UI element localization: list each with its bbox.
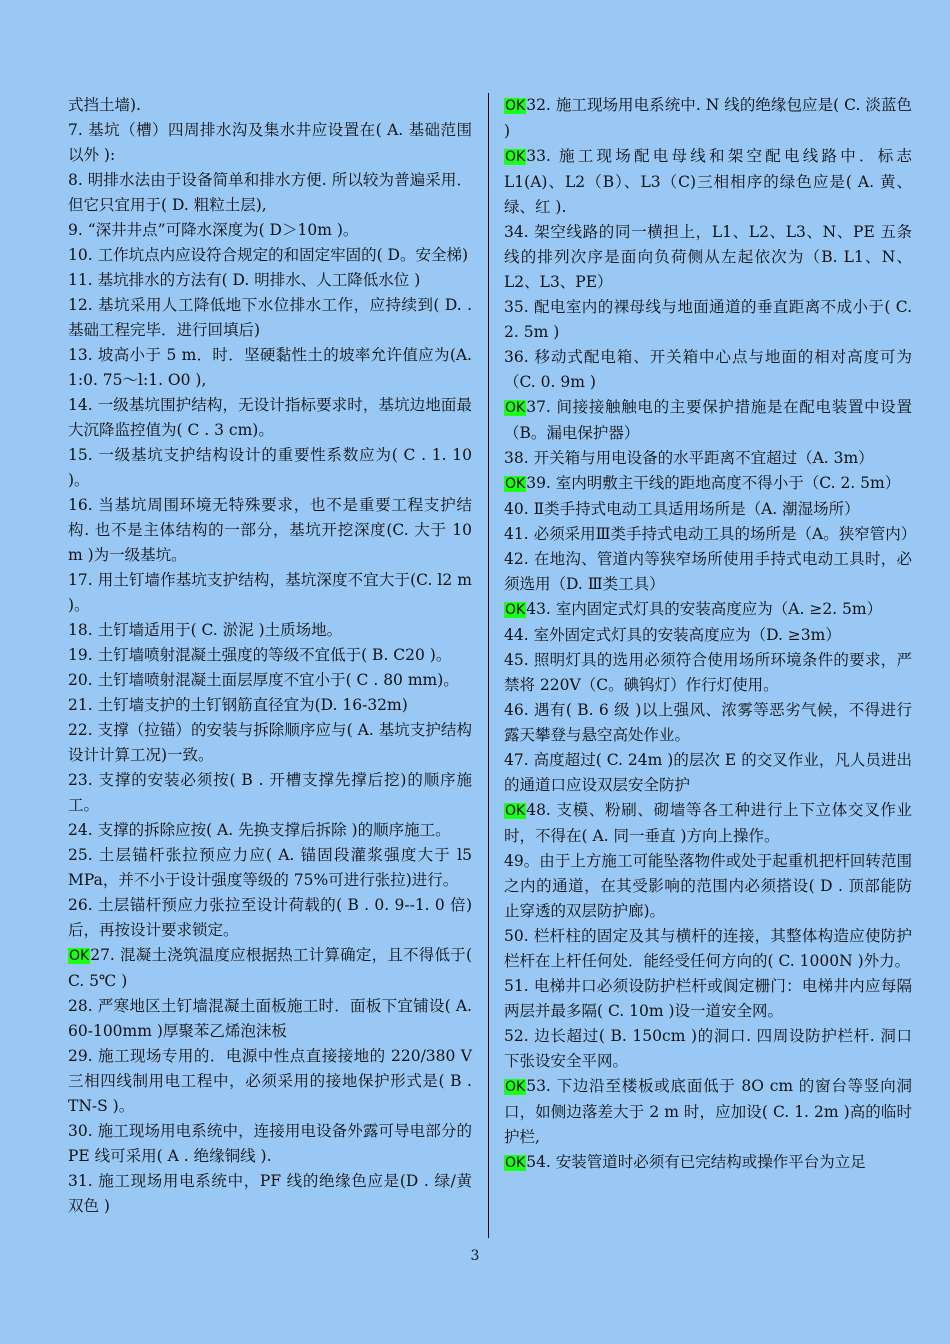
ok-marker: OK (505, 149, 526, 165)
question-text: 37. 间接接触触电的主要保护措施是在配电装置中设置（B。漏电保护器） (504, 398, 912, 442)
question-item (68, 293, 472, 343)
question-item (68, 618, 472, 643)
question-text: 22. 支撑（拉锚）的安装与拆除顺序应与( A. 基坑支护结构设计计算工况)一致。 (68, 721, 472, 764)
question-text: 24. 支撑的拆除应按( A. 先换支撑后拆除 )的顺序施工。 (68, 821, 451, 839)
question-text: 20. 土钉墙喷射混凝土面层厚度不宜小于( C . 80 mm)。 (68, 671, 459, 689)
question-text: 32. 施工现场用电系统中. N 线的绝缘包应是( C. 淡蓝色 ) (504, 96, 912, 140)
question-text: 30. 施工现场用电系统中，连接用电设备外露可导电部分的 PE 线可采用( A . 绝缘铜线 ). (68, 1122, 472, 1165)
question-text: 25. 土层锚杆张拉预应力应( A. 锚固段灌浆强度大于 l5 MPa，并不小于设计强度等级的 75%可进行张拉)进行。 (68, 846, 472, 889)
question-text: 29. 施工现场专用的．电源中性点直接接地的 220/380 V 三相四线制用电工程中，必须采用的接地保护形式是( B . TN-S )。 (68, 1047, 472, 1115)
question-text: 式挡土墙). (68, 96, 141, 114)
question-item (504, 974, 912, 1024)
question-text: 12. 基坑采用人工降低地下水位排水工作，应持续到( D. . 基础工程完毕．进行回填后) (68, 296, 472, 339)
question-item (504, 547, 912, 597)
question-text: 31. 施工现场用电系统中，PF 线的绝缘色应是(D . 绿/黄双色 ) (68, 1172, 472, 1215)
question-text: 33. 施工现场配电母线和架空配电线路中．标志 L1(A)、L2（B）、L3（C)三相相序的绿色应是( A. 黄、绿、红 ). (504, 147, 912, 216)
question-text: 51. 电梯井口必须设防护栏杆或阆定栅门：电梯井内应每隔两层并最多隔( C. 10m )设一道安全网。 (504, 977, 912, 1020)
question-item (504, 748, 912, 798)
question-item (504, 1024, 912, 1074)
question-item (68, 893, 472, 943)
question-item (504, 597, 912, 623)
ok-marker: OK (505, 476, 526, 492)
question-item (504, 522, 917, 547)
question-item (504, 1074, 912, 1150)
ok-marker: OK (505, 803, 526, 819)
question-item (68, 1044, 472, 1119)
question-text: 40. Ⅱ类手持式电动工具适用场所是（A. 潮湿场所） (504, 500, 860, 518)
question-text: 19. 土钉墙喷射混凝土强度的等级不宜低于( B. C20 )。 (68, 646, 452, 664)
question-item (504, 93, 912, 144)
question-text: 44. 室外固定式灯具的安装高度应为（D. ≥3m） (504, 626, 841, 644)
question-text: 13. 坡高小于 5 m．时．坚硬黏性土的坡率允许值应为(A. 1:0. 75～l:1. O0 ), (68, 346, 472, 389)
question-item (504, 345, 912, 395)
question-text: 53. 下边沿至楼板或底面低于 8O cm 的窗台等竖向洞口，如侧边落差大于 2 m 时，应加设( C. 1. 2m )高的临时护栏, (504, 1077, 912, 1146)
question-item (68, 268, 472, 293)
question-text: 34. 架空线路的同一横担上，L1、L2、L3、N、PE 五条线的排列次序是面向负荷侧从左起依次为（B. L1、N、L2、L3、PE） (504, 223, 912, 291)
question-text: 52. 边长超过( B. 150cm )的洞口. 四周设防护栏杆. 洞口下张设安全平网。 (504, 1027, 912, 1070)
question-item (68, 568, 472, 618)
question-item (68, 218, 472, 243)
ok-marker: OK (505, 98, 526, 114)
question-item (68, 168, 472, 218)
question-item (68, 843, 472, 893)
question-text: 46. 遇有( B. 6 级 )以上强风、浓雾等恶劣气候，不得进行露天攀登与悬空高处作业。 (504, 701, 912, 744)
question-item (504, 471, 912, 497)
left-column (68, 93, 472, 1219)
question-item (504, 623, 912, 648)
question-text: 27. 混凝土浇筑温度应根据热工计算确定，且不得低于( C. 5℃ ) (68, 946, 472, 990)
question-text: 50. 栏杆柱的固定及其与横杆的连接，其整体构造应使防护栏杆在上杆任何处．能经受任何方向的( C. 1000N )外力。 (504, 927, 912, 970)
question-text: 9. “深井井点”可降水深度为( D＞10m )。 (68, 221, 359, 239)
question-item (68, 493, 472, 568)
question-item (68, 393, 472, 443)
ok-marker: OK (505, 602, 526, 618)
question-item (504, 395, 912, 446)
column-divider (488, 93, 489, 1238)
ok-marker: OK (505, 400, 526, 416)
question-text: 15. 一级基坑支护结构设计的重要性系数应为( C . 1. 10 )。 (68, 446, 472, 489)
question-text: 41. 必须采用Ⅲ类手持式电动工具的场所是（A。狭窄管内） (504, 525, 917, 543)
question-item (68, 443, 472, 493)
right-column (504, 93, 917, 1176)
page-number: 3 (470, 1248, 480, 1264)
question-text: 7. 基坑（槽）四周排水沟及集水井应设置在( A. 基础范围以外 ): (68, 121, 472, 164)
question-text: 45. 照明灯具的选用必须符合使用场所环境条件的要求，严禁将 220V（C。碘钨灯）作行灯使用。 (504, 651, 912, 694)
question-item (68, 768, 472, 818)
question-item (504, 497, 912, 522)
question-item (68, 1119, 472, 1169)
question-item (68, 118, 472, 168)
ok-marker: OK (505, 1155, 526, 1171)
question-item (68, 994, 472, 1044)
question-item (68, 693, 472, 718)
question-item (68, 643, 472, 668)
question-text: 49。由于上方施工可能坠落物件或处于起重机把杆回转范围之内的通道，在其受影响的范围内必须搭设( D . 顶部能防止穿透的双层防护廊)。 (504, 852, 912, 920)
question-text: 28. 严寒地区土钉墙混凝土面板施工时．面板下宜铺设( A. 60-100mm )厚聚苯乙烯泡沫板 (68, 997, 472, 1040)
question-item (68, 93, 472, 118)
question-item (504, 446, 912, 471)
question-item (504, 220, 912, 295)
question-item (504, 798, 912, 849)
ok-marker: OK (505, 1079, 526, 1095)
question-item (68, 243, 472, 268)
question-item (504, 849, 912, 924)
question-text: 11. 基坑排水的方法有( D. 明排水、人工降低水位 ) (68, 271, 421, 289)
question-text: 43. 室内固定式灯具的安装高度应为（A. ≥2. 5m） (526, 600, 883, 618)
question-text: 54. 安装管道时必须有已完结构或操作平台为立足 (526, 1153, 866, 1171)
question-item (68, 818, 472, 843)
question-text: 8. 明排水法由于设备简单和排水方便. 所以较为普遍采用．但它只宜用于( D. 粗粒土层), (68, 171, 472, 214)
question-item (504, 924, 912, 974)
question-text: 48. 支模、粉刷、砌墙等各工种进行上下立体交叉作业时，不得在( A. 同一垂直 )方向上操作。 (504, 801, 912, 845)
question-text: 10. 工作坑点内应设符合规定的和固定牢固的( D。安全梯) (68, 246, 469, 264)
ok-marker: OK (69, 948, 90, 964)
question-text: 16. 当基坑周围环境无特殊要求，也不是重要工程支护结构. 也不是主体结构的一部分，基坑开挖深度(C. 大于 10 m )为一级基坑。 (68, 496, 472, 564)
question-text: 18. 土钉墙适用于( C. 淤泥 )土质场地。 (68, 621, 343, 639)
question-item (504, 1150, 912, 1176)
question-item (504, 144, 912, 220)
question-item (68, 1169, 472, 1219)
question-item (504, 295, 912, 345)
question-item (68, 668, 472, 693)
question-text: 38. 开关箱与用电设备的水平距离不宜超过（A. 3m） (504, 449, 874, 467)
question-item (504, 648, 912, 698)
question-text: 47. 高度超过( C. 24m )的层次 E 的交叉作业，凡人员进出的通道口应设双层安全防护 (504, 751, 912, 794)
question-item (504, 698, 912, 748)
question-item (68, 718, 472, 768)
question-text: 14. 一级基坑围护结构，无设计指标要求时，基坑边地面最大沉降监控值为( C . 3 cm)。 (68, 396, 472, 439)
question-text: 39. 室内明敷主干线的距地高度不得小于（C. 2. 5m） (526, 474, 901, 492)
question-item (68, 343, 472, 393)
question-item (68, 943, 472, 994)
question-text: 21. 土钉墙支护的土钉钢筋直径宜为(D. 16-32m) (68, 696, 408, 714)
question-text: 42. 在地沟、管道内等狭窄场所使用手持式电动工具时，必须选用（D. Ⅲ类工具） (504, 550, 912, 593)
question-text: 23. 支撑的安装必须按( B . 开槽支撑先撑后挖)的顺序施工。 (68, 771, 472, 814)
question-text: 36. 移动式配电箱、开关箱中心点与地面的相对高度可为（C. 0. 9m ) (504, 348, 912, 391)
question-text: 17. 用土钉墙作基坑支护结构，基坑深度不宜大于(C. l2 m )。 (68, 571, 472, 614)
question-text: 35. 配电室内的裸母线与地面通道的垂直距离不成小于( C. 2. 5m ) (504, 298, 912, 341)
question-text: 26. 土层锚杆预应力张拉至设计荷载的( B . 0. 9--1. 0 倍)后，再按设计要求锁定。 (68, 896, 472, 939)
